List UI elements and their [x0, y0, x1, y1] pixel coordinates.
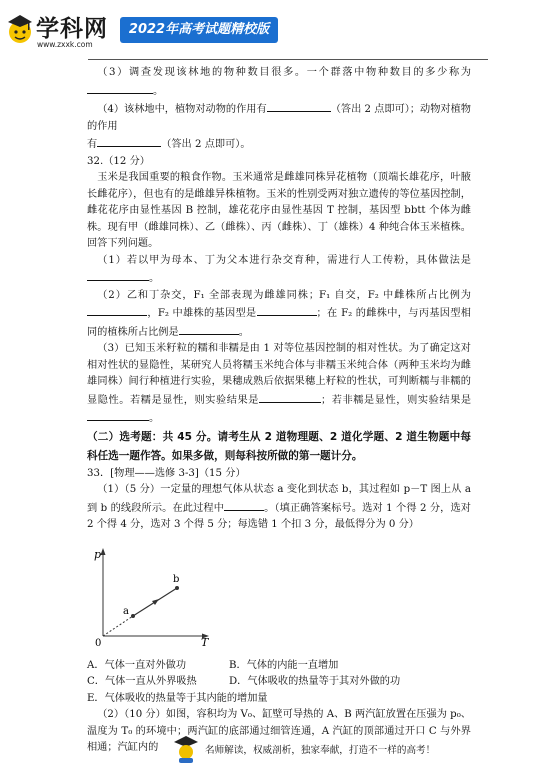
p-t-graph — [93, 546, 213, 646]
answer-blank — [97, 135, 161, 147]
footer-slogan: 名师解读，权威剖析，独家奉献，打造不一样的高考！ — [205, 745, 436, 756]
extension-dashed-line — [103, 616, 133, 636]
p-t-diagram — [93, 546, 213, 646]
p-axis-arrow — [101, 548, 106, 555]
section2-heading: （二）选考题：共 45 分。请考生从 2 道物理题、2 道化学题、2 道生物题中每科任选一题作答。如果多做，则每科按所做的第一题计分。 — [87, 430, 471, 462]
answer-blank — [87, 409, 149, 421]
options-row-1 — [87, 658, 471, 675]
b-label: b — [173, 573, 180, 585]
brand-url: www.zxxk.com — [37, 40, 93, 49]
answer-blank — [259, 391, 321, 403]
q32-intro: 玉米是我国重要的粮食作物。玉米通常是雌雄同株异花植物（顶端长雄花序，叶腋长雌花序），但也有的是雌雄异株植物。玉米的性别受两对独立遗传的等位基因控制，雌花花序由显性基因 B 控制，雄花花序由显性基因 T 控制，基因型 bbtt 个体为雌株。现有甲（雌雄同株）、乙（雌株）、丙（雌株）、丁（雄株）4 种纯合体玉米植株。回答下列问题。 — [87, 172, 471, 249]
q33-part1: （1）（5 分）一定量的理想气体从状态 a 变化到状态 b，其过程如 p－T 图上从 a 到 b 的线段所示。在此过程中 。（填正确答案标号。选对 1 个得 2 分，选对 2 个得 4 分，选对 3 个得 5 分；每选错 1 个扣 3 分，最低得分为 0 分） — [87, 484, 471, 530]
state-b-point — [175, 586, 179, 590]
page-header — [0, 0, 550, 62]
options-row-2 — [87, 674, 471, 691]
graduate-icon — [173, 734, 199, 764]
brand-logo — [6, 8, 118, 54]
option-b: B．气体的内能一直增加 — [229, 659, 339, 671]
option-d: D．气体吸收的热量等于其对外做的功 — [229, 676, 401, 687]
q31-part4-cont: 有 （答出 2 点即可）。 — [87, 135, 471, 154]
brand-name: 学科网 — [36, 16, 108, 42]
answer-blank — [179, 323, 239, 335]
q33-part2: （2）（10 分）如图，容积均为 V₀、缸壁可导热的 A、B 两汽缸放置在压强为 p₀、温度为 T₀ 的环境中；两汽缸的底部通过细管连通，A 汽缸的顶部通过开口 C 与外界相通；汽缸内的 — [87, 709, 471, 753]
q31-part3: （3）调查发现该林地的物种数目很多。一个群落中物种数目的多少称为。 — [87, 65, 471, 100]
edition-banner: 2022年高考试题精校版 — [120, 17, 278, 43]
q32-part3: （3）已知玉米籽粒的糯和非糯是由 1 对等位基因控制的相对性状。为了确定这对相对性状的显隐性，某研究人员将糯玉米纯合体与非糯玉米纯合体（两种玉米均为雌雄同株）间行种植进行实验，果穗成熟后依据果穗上籽粒的性状，可判断糯与非糯的显隐性。若糯是显性，则实验结果是 ；若非糯是显性，则实验结果是。 — [87, 343, 472, 424]
q33-title: 33．[物理——选修 3-3]（15 分） — [87, 467, 246, 479]
option-a: A．气体一直对外做功 — [87, 659, 187, 671]
t-label: T — [201, 635, 209, 646]
header-divider — [88, 59, 488, 60]
mascot-icon — [6, 12, 34, 46]
answer-blank — [224, 499, 264, 511]
q32-part2: （2）乙和丁杂交，F₁ 全部表现为雌雄同株；F₁ 自交，F₂ 中雌株所占比例为，F₂ 中雄株的基因型是 ；在 F₂ 的雌株中，与丙基因型相同的植株所占比例是 。 — [87, 289, 471, 338]
exam-content — [87, 65, 471, 757]
page-footer — [0, 732, 550, 772]
p-label: p — [94, 547, 102, 561]
option-e: E．气体吸收的热量等于其内能的增加量 — [87, 692, 268, 704]
process-arrow — [152, 599, 159, 605]
answer-blank — [257, 304, 317, 316]
q32-part1: （1）若以甲为母本、丁为父本进行杂交育种，需进行人工传粉，具体做法是。 — [87, 253, 471, 288]
origin-label: 0 — [95, 637, 102, 646]
option-c: C．气体一直从外界吸热 — [87, 676, 197, 687]
q32-title: 32.（12 分） — [87, 155, 150, 167]
q31-part4: （4）该林地中，植物对动物的作用有 （答出 2 点即可）；动物对植物的作用 — [87, 100, 471, 135]
answer-blank — [87, 304, 147, 316]
answer-blank — [267, 100, 331, 112]
answer-blank — [87, 269, 149, 281]
a-label: a — [123, 605, 129, 617]
answer-blank — [87, 82, 153, 94]
state-a-point — [131, 614, 135, 618]
